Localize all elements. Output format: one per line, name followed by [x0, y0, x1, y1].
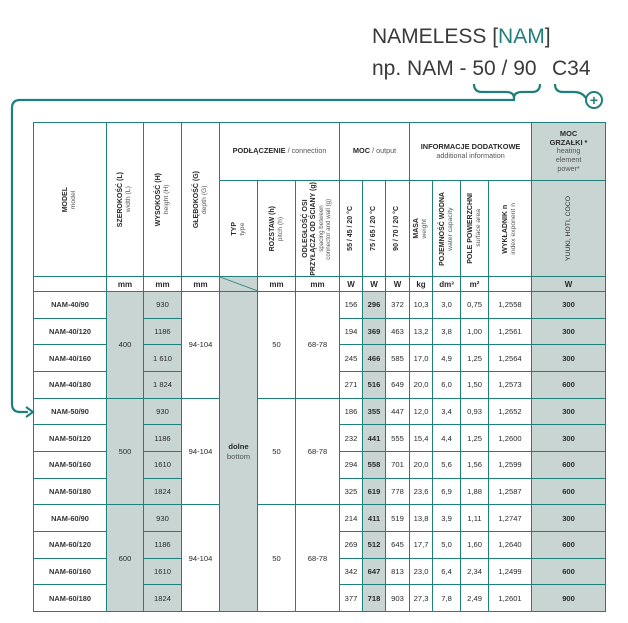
heater-cell: 300 [532, 292, 606, 319]
water-cell: 4,9 [433, 345, 461, 372]
exponent-cell: 1,2573 [489, 371, 532, 398]
product-name-suffix: ] [544, 25, 551, 48]
heater-cell: 600 [532, 558, 606, 585]
height-cell: 1 824 [144, 371, 182, 398]
height-cell: 930 [144, 292, 182, 319]
col-width-header: SZEROKOŚĆ (L) width (L) [107, 123, 144, 277]
connection-type-pl: dolne [228, 442, 249, 452]
width-cell: 600 [107, 505, 144, 612]
surface-cell: 1,25 [461, 345, 489, 372]
power-75-cell: 355 [363, 398, 386, 425]
model-cell: NAM-50/160 [34, 451, 107, 478]
col-power-75-header: 75 / 65 / 20 °C [363, 181, 386, 277]
exponent-cell: 1,2640 [489, 531, 532, 558]
heater-cell: 600 [532, 451, 606, 478]
model-cell: NAM-40/180 [34, 371, 107, 398]
power-75-cell: 411 [363, 505, 386, 532]
unit-p1: W [340, 277, 363, 292]
mass-cell: 13,2 [410, 318, 433, 345]
mass-cell: 23,6 [410, 478, 433, 505]
example-size-code: 50 / 90 [472, 57, 537, 80]
power-90-cell: 701 [386, 451, 410, 478]
water-cell: 6,9 [433, 478, 461, 505]
col-depth-header: GŁĘBOKOŚĆ (G) depth (G) [182, 123, 220, 277]
exponent-cell: 1,2587 [489, 478, 532, 505]
spacing-cell: 68-78 [296, 505, 340, 612]
size-brace [474, 84, 540, 98]
mass-cell: 17,7 [410, 531, 433, 558]
power-55-cell: 214 [340, 505, 363, 532]
surface-cell: 1,60 [461, 531, 489, 558]
exponent-cell: 1,2747 [489, 505, 532, 532]
power-55-cell: 271 [340, 371, 363, 398]
mass-cell: 15,4 [410, 425, 433, 452]
unit-water: dm³ [433, 277, 461, 292]
surface-cell: 1,25 [461, 425, 489, 452]
power-75-cell: 369 [363, 318, 386, 345]
unit-p3: W [386, 277, 410, 292]
unit-heater: W [532, 277, 606, 292]
unit-pitch: mm [258, 277, 296, 292]
exponent-cell: 1,2599 [489, 451, 532, 478]
height-cell: 1610 [144, 451, 182, 478]
height-cell: 1824 [144, 478, 182, 505]
model-cell: NAM-40/90 [34, 292, 107, 319]
water-cell: 6,4 [433, 558, 461, 585]
model-cell: NAM-50/180 [34, 478, 107, 505]
pitch-cell: 50 [258, 398, 296, 505]
mass-cell: 27,3 [410, 585, 433, 612]
group-output-header: MOC / output [340, 123, 410, 181]
model-cell: NAM-50/120 [34, 425, 107, 452]
heater-cell: 300 [532, 345, 606, 372]
group-connection-header: PODŁĄCZENIE / connection [220, 123, 340, 181]
unit-mass: kg [410, 277, 433, 292]
water-cell: 7,8 [433, 585, 461, 612]
surface-cell: 2,34 [461, 558, 489, 585]
depth-cell: 94-104 [182, 398, 220, 505]
power-90-cell: 555 [386, 425, 410, 452]
unit-model-empty [34, 277, 107, 292]
surface-cell: 0,75 [461, 292, 489, 319]
heater-cell: 600 [532, 478, 606, 505]
height-cell: 1610 [144, 558, 182, 585]
depth-cell: 94-104 [182, 505, 220, 612]
unit-type-empty [220, 277, 258, 292]
model-cell: NAM-60/180 [34, 585, 107, 612]
power-90-cell: 649 [386, 371, 410, 398]
group-info-header: INFORMACJE DODATKOWE additional information [410, 123, 532, 181]
surface-cell: 2,49 [461, 585, 489, 612]
power-55-cell: 194 [340, 318, 363, 345]
water-cell: 3,4 [433, 398, 461, 425]
pitch-cell: 50 [258, 292, 296, 399]
power-55-cell: 232 [340, 425, 363, 452]
power-55-cell: 245 [340, 345, 363, 372]
col-surface-header: POLE POWIERZCHNI surface area [461, 181, 489, 277]
power-75-cell: 441 [363, 425, 386, 452]
col-power-55-header: 55 / 45 / 20 °C [340, 181, 363, 277]
exponent-cell: 1,2652 [489, 398, 532, 425]
height-cell: 930 [144, 398, 182, 425]
heater-cell: 600 [532, 531, 606, 558]
col-model-header: MODEL model [34, 123, 107, 277]
power-90-cell: 447 [386, 398, 410, 425]
exponent-cell: 1,2564 [489, 345, 532, 372]
unit-height: mm [144, 277, 182, 292]
table-row [34, 505, 606, 532]
power-55-cell: 186 [340, 398, 363, 425]
heater-brace [555, 84, 586, 98]
water-cell: 5,6 [433, 451, 461, 478]
power-90-cell: 778 [386, 478, 410, 505]
water-cell: 3,0 [433, 292, 461, 319]
height-cell: 1824 [144, 585, 182, 612]
power-75-cell: 296 [363, 292, 386, 319]
water-cell: 4,4 [433, 425, 461, 452]
col-height-header: WYSOKOŚĆ (H) height (H) [144, 123, 182, 277]
water-cell: 3,9 [433, 505, 461, 532]
exponent-cell: 1,2600 [489, 425, 532, 452]
power-75-cell: 619 [363, 478, 386, 505]
power-90-cell: 645 [386, 531, 410, 558]
mass-cell: 10,3 [410, 292, 433, 319]
power-55-cell: 269 [340, 531, 363, 558]
power-55-cell: 156 [340, 292, 363, 319]
heater-cell: 300 [532, 398, 606, 425]
water-cell: 3,8 [433, 318, 461, 345]
unit-spacing: mm [296, 277, 340, 292]
model-cell: NAM-50/90 [34, 398, 107, 425]
power-90-cell: 813 [386, 558, 410, 585]
height-cell: 1186 [144, 425, 182, 452]
surface-cell: 1,56 [461, 451, 489, 478]
group-heater-header: MOC GRZAŁKI * heating element power* [532, 123, 606, 181]
depth-cell: 94-104 [182, 292, 220, 399]
col-pitch-header: ROZSTAW (h) pitch (h) [258, 181, 296, 277]
model-cell: NAM-60/90 [34, 505, 107, 532]
mass-cell: 20,0 [410, 371, 433, 398]
mass-cell: 13,8 [410, 505, 433, 532]
power-75-cell: 512 [363, 531, 386, 558]
power-75-cell: 466 [363, 345, 386, 372]
example-prefix: np. NAM - [372, 57, 473, 80]
unit-p2: W [363, 277, 386, 292]
exponent-cell: 1,2601 [489, 585, 532, 612]
mass-cell: 23,0 [410, 558, 433, 585]
col-heater-models-header: YUUKI, HOTI, COCO [532, 181, 606, 277]
unit-width: mm [107, 277, 144, 292]
product-name-prefix: NAMELESS [ [372, 25, 499, 48]
col-water-header: POJEMNOŚĆ WODNA water capacity [433, 181, 461, 277]
power-55-cell: 377 [340, 585, 363, 612]
example-heater-code: C34 [552, 57, 591, 80]
col-power-90-header: 90 / 70 / 20 °C [386, 181, 410, 277]
surface-cell: 1,88 [461, 478, 489, 505]
power-55-cell: 325 [340, 478, 363, 505]
col-mass-header: MASA weight [410, 181, 433, 277]
spacing-cell: 68-78 [296, 398, 340, 505]
power-90-cell: 585 [386, 345, 410, 372]
mass-cell: 20,0 [410, 451, 433, 478]
heater-cell: 300 [532, 505, 606, 532]
width-cell: 400 [107, 292, 144, 399]
surface-cell: 1,00 [461, 318, 489, 345]
radiator-spec-table [33, 122, 606, 612]
model-cell: NAM-60/160 [34, 558, 107, 585]
heater-cell: 300 [532, 425, 606, 452]
height-cell: 1 610 [144, 345, 182, 372]
power-55-cell: 294 [340, 451, 363, 478]
exponent-cell: 1,2558 [489, 292, 532, 319]
power-90-cell: 903 [386, 585, 410, 612]
surface-cell: 1,50 [461, 371, 489, 398]
col-spacing-header: ODLEGŁOŚĆ OSI PRZYŁĄCZA OD ŚCIANY (g) spacing between connector and wall (g) [296, 181, 340, 277]
unit-exponent-empty [489, 277, 532, 292]
pitch-cell: 50 [258, 505, 296, 612]
unit-depth: mm [182, 277, 220, 292]
height-cell: 930 [144, 505, 182, 532]
water-cell: 5,0 [433, 531, 461, 558]
connection-type-en: bottom [226, 451, 251, 461]
power-75-cell: 647 [363, 558, 386, 585]
power-75-cell: 718 [363, 585, 386, 612]
table-row [34, 292, 606, 319]
table-row [34, 398, 606, 425]
width-cell: 500 [107, 398, 144, 505]
plus-symbol: + [589, 92, 599, 108]
model-cell: NAM-40/160 [34, 345, 107, 372]
spacing-cell: 68-78 [296, 292, 340, 399]
mass-cell: 12,0 [410, 398, 433, 425]
power-55-cell: 342 [340, 558, 363, 585]
power-90-cell: 372 [386, 292, 410, 319]
model-cell: NAM-60/120 [34, 531, 107, 558]
col-type-header: TYP type [220, 181, 258, 277]
exponent-cell: 1,2561 [489, 318, 532, 345]
height-cell: 1186 [144, 318, 182, 345]
surface-cell: 0,93 [461, 398, 489, 425]
power-90-cell: 519 [386, 505, 410, 532]
heater-cell: 300 [532, 318, 606, 345]
water-cell: 6,0 [433, 371, 461, 398]
model-cell: NAM-40/120 [34, 318, 107, 345]
power-90-cell: 463 [386, 318, 410, 345]
exponent-cell: 1,2499 [489, 558, 532, 585]
spec-table-body [34, 292, 606, 612]
height-cell: 1186 [144, 531, 182, 558]
units-row [34, 277, 606, 292]
surface-cell: 1,11 [461, 505, 489, 532]
power-75-cell: 516 [363, 371, 386, 398]
heater-cell: 600 [532, 371, 606, 398]
col-exponent-header: WYKŁADNIK n index exponent n [489, 181, 532, 277]
product-code: NAM [498, 25, 545, 48]
heater-cell: 900 [532, 585, 606, 612]
power-75-cell: 558 [363, 451, 386, 478]
unit-surface: m² [461, 277, 489, 292]
connection-type-cell [220, 292, 258, 612]
mass-cell: 17,0 [410, 345, 433, 372]
